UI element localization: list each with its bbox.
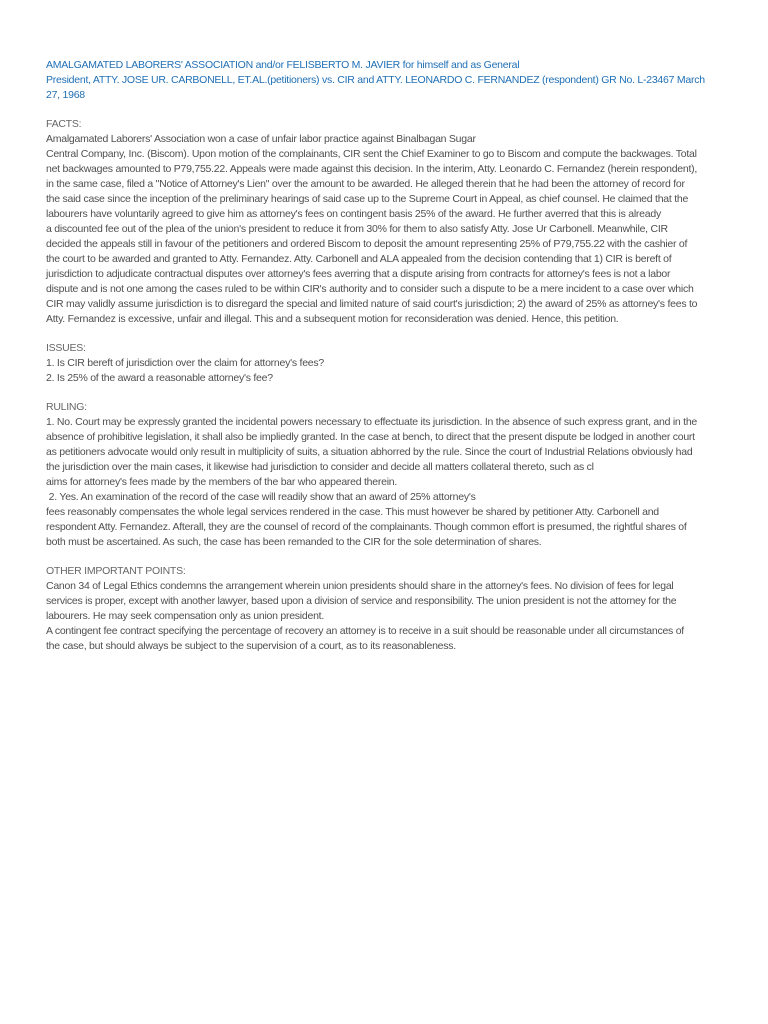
text-line: both must be ascertained. As such, the case has been remanded to the CIR for the sole determination of shares.	[46, 536, 542, 548]
text-line: the case, but should always be subject to the supervision of a court, as to its reasonableness.	[46, 640, 456, 652]
issues-list	[46, 356, 724, 386]
text-line: the jurisdiction over the main cases, it likewise had jurisdiction to consider and decide all matters collateral thereto, such as cl	[46, 461, 594, 473]
text-line: services is proper, except with another lawyer, based upon a division of service and responsibility. The union president is not the attorney for the	[46, 595, 677, 607]
other-points-paragraph	[46, 579, 724, 654]
facts-heading: FACTS:	[46, 118, 82, 130]
ruling-section	[46, 400, 724, 550]
text-line: net backwages amounted to P79,755.22. Appeals were made against this decision. In the interim, Atty. Leonardo C. Fernandez (herein respondent),	[46, 163, 698, 175]
text-line: CIR may validly assume jurisdiction is to disregard the special and limited nature of said court's jurisdiction; 2) the award of 25% as attorney's fees to	[46, 298, 698, 310]
issues-section	[46, 341, 724, 386]
issue-item: 2. Is 25% of the award a reasonable attorney's fee?	[46, 372, 273, 384]
text-line: dispute and is not one among the cases ruled to be within CIR's authority and to consider such a dispute to be a mere incident to a case over which	[46, 283, 694, 295]
text-line: Atty. Fernandez is excessive, unfair and illegal. This and a subsequent motion for reconsideration was denied. Hence, this petition.	[46, 313, 619, 325]
ruling-heading: RULING:	[46, 401, 87, 413]
text-line: Canon 34 of Legal Ethics condemns the arrangement wherein union presidents should share in the attorney's fees. No division of fees for legal	[46, 580, 674, 592]
document-page	[46, 58, 724, 668]
text-line: as petitioners advocate would only result in multiplicity of suits, a situation abhorred by the rule. Since the court of Industrial Relations obviously had	[46, 446, 693, 458]
text-line: the said case since the inception of the preliminary hearings of said case up to the Supreme Court in Appeal, as chief counsel. He claimed that the	[46, 193, 689, 205]
text-line: 2. Yes. An examination of the record of the case will readily show that an award of 25% attorney's	[46, 491, 476, 503]
text-line: the court to be awarded and granted to Atty. Fernandez. Atty. Carbonell and ALA appealed from the decision contending that 1) CIR is bereft of	[46, 253, 672, 265]
text-line: decided the appeals still in favour of the petitioners and ordered Biscom to deposit the amount representing 25% of P79,755.22 with the cashier of	[46, 238, 688, 250]
text-line: aims for attorney's fees made by the members of the bar who appeared therein.	[46, 476, 398, 488]
case-title	[46, 58, 724, 103]
text-line: absence of prohibitive legislation, it shall also be impliedly granted. In the case at bench, to direct that the present dispute be lodged in another court	[46, 431, 695, 443]
facts-section	[46, 117, 724, 327]
text-line: Central Company, Inc. (Biscom). Upon motion of the complainants, CIR sent the Chief Examiner to go to Biscom and compute the backwages. Total	[46, 148, 697, 160]
text-line: respondent Atty. Fernandez. Afterall, they are the counsel of record of the complainants. Though common effort is presumed, the rightful shares of	[46, 521, 687, 533]
text-line: fees reasonably compensates the whole legal services rendered in the case. This must however be shared by petitioner Atty. Carbonell and	[46, 506, 659, 518]
text-line: a discounted fee out of the plea of the union's president to reduce it from 30% for them to also satisfy Atty. Jose Ur Carbonell. Meanwhile, CIR	[46, 223, 668, 235]
issues-heading: ISSUES:	[46, 342, 86, 354]
case-title-line: AMALGAMATED LABORERS' ASSOCIATION and/or FELISBERTO M. JAVIER for himself and as General	[46, 59, 520, 71]
facts-paragraph	[46, 132, 724, 327]
text-line: A contingent fee contract specifying the percentage of recovery an attorney is to receive in a suit should be reasonable under all circumstances of	[46, 625, 684, 637]
text-line: labourers have voluntarily agreed to give him as attorney's fees on contingent basis 25% of the award. He further averred that this is already	[46, 208, 661, 220]
other-points-heading: OTHER IMPORTANT POINTS:	[46, 565, 186, 577]
case-title-line: 27, 1968	[46, 89, 85, 101]
text-line: in the same case, filed a "Notice of Attorney's Lien" over the amount to be awarded. He alleged therein that he had been the attorney of record for	[46, 178, 685, 190]
ruling-paragraph	[46, 415, 724, 550]
text-line: jurisdiction to adjudicate contractual disputes over attorney's fees averring that a dispute arising from contracts for attorney's fees is not a labor	[46, 268, 671, 280]
text-line: Amalgamated Laborers' Association won a case of unfair labor practice against Binalbagan Sugar	[46, 133, 476, 145]
other-points-section	[46, 564, 724, 654]
text-line: 1. No. Court may be expressly granted the incidental powers necessary to effectuate its jurisdiction. In the absence of such express grant, and in the	[46, 416, 698, 428]
case-title-line: President, ATTY. JOSE UR. CARBONELL, ET.AL.(petitioners) vs. CIR and ATTY. LEONARDO C. FERNANDEZ (respondent) GR No. L-23467 March	[46, 74, 705, 86]
text-line: labourers. He may seek compensation only as union president.	[46, 610, 324, 622]
issue-item: 1. Is CIR bereft of jurisdiction over the claim for attorney's fees?	[46, 357, 324, 369]
